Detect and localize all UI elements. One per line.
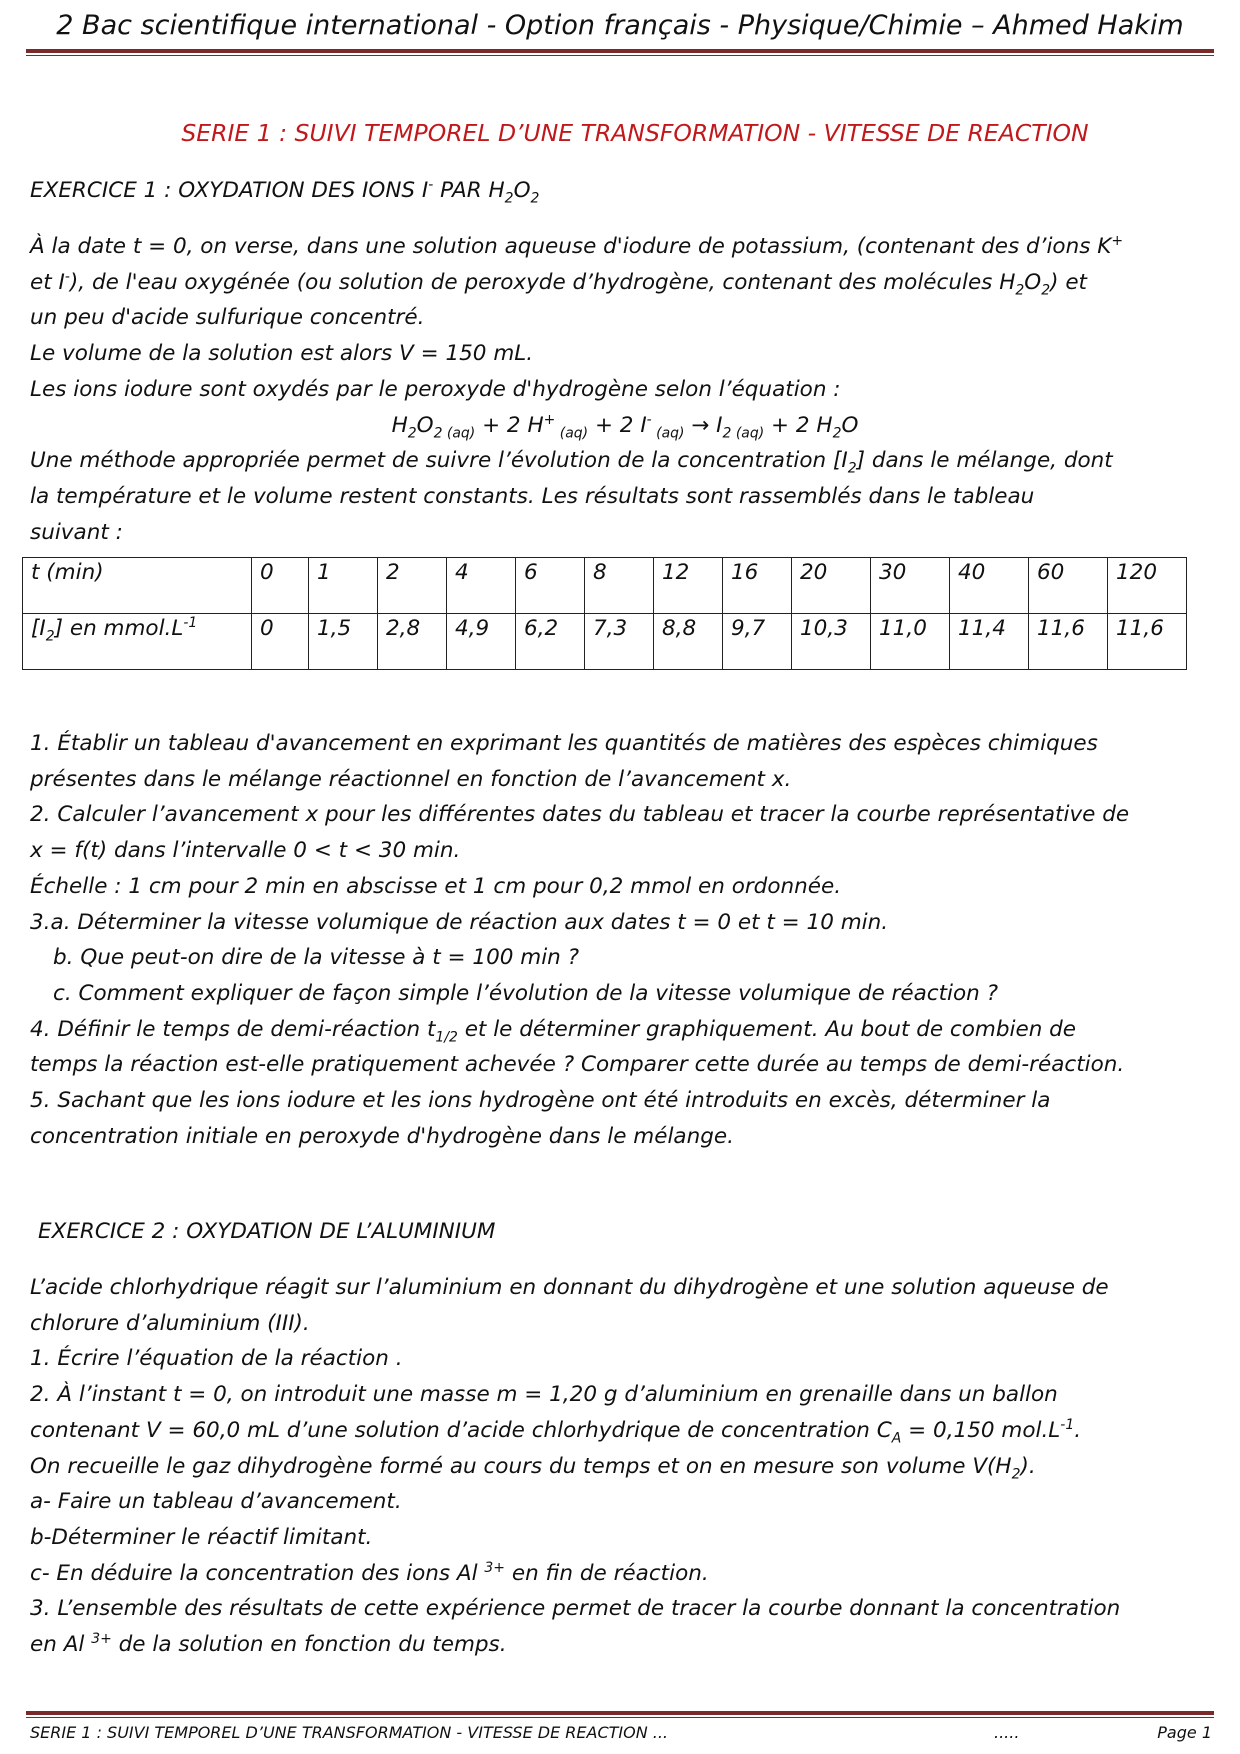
exercise2-line: en Al $^{3+}$ de la solution en fonction du temps. bbox=[30, 1630, 507, 1658]
exercise2-line: 2. À l’instant t = 0, on introduit une masse m = 1,20 g d’aluminium en grenaille dans un ballon bbox=[30, 1382, 1058, 1408]
question-line: b. Que peut-on dire de la vitesse à t = 100 min ? bbox=[53, 945, 580, 971]
table-row bbox=[23, 558, 1187, 614]
intro-line: un peu d'acide sulfurique concentré. bbox=[30, 305, 425, 331]
question-line: 1. Établir un tableau d'avancement en exprimant les quantités de matières des espèces chimiques bbox=[30, 731, 1098, 756]
table-cell: 120 bbox=[1108, 558, 1187, 614]
exercise2-line: a- Faire un tableau d’avancement. bbox=[30, 1489, 402, 1515]
question-line: présentes dans le mélange réactionnel en fonction de l’avancement x. bbox=[30, 766, 792, 792]
question-line: temps la réaction est-elle pratiquement achevée ? Comparer cette durée au temps de demi-réaction. bbox=[30, 1052, 1125, 1078]
intro-line: et I-), de l'eau oxygénée (ou solution de peroxyde d’hydrogène, contenant des molécules $H_2O_2$) et bbox=[30, 268, 1087, 298]
table-cell: 20 bbox=[792, 558, 871, 614]
table-cell: 11,6 bbox=[1108, 614, 1187, 670]
footer-series-title: SERIE 1 : SUIVI TEMPOREL D’UNE TRANSFORMATION - VITESSE DE REACTION ... bbox=[30, 1723, 669, 1742]
exercise2-line: 3. L’ensemble des résultats de cette expérience permet de tracer la courbe donnant la concentration bbox=[30, 1596, 1121, 1622]
table-cell: 2 bbox=[378, 558, 447, 614]
exercise1-intro bbox=[30, 229, 1220, 550]
intro-line: Le volume de la solution est alors V = 150 mL. bbox=[30, 341, 534, 367]
table-row bbox=[23, 614, 1187, 670]
question-line: 5. Sachant que les ions iodure et les ions hydrogène ont été introduits en excès, déterminer la bbox=[30, 1088, 1051, 1114]
exercise1-heading: EXERCICE 1 : OXYDATION DES IONS I- PAR $H_2O_2$ bbox=[30, 176, 540, 207]
footer-dots: ..... bbox=[994, 1723, 1020, 1742]
table-cell: 6,2 bbox=[516, 614, 585, 670]
intro-line: Les ions iodure sont oxydés par le peroxyde d'hydrogène selon l’équation : bbox=[30, 376, 841, 402]
exercise2-body bbox=[30, 1270, 1220, 1663]
header-rule bbox=[26, 49, 1214, 53]
series-title: SERIE 1 : SUIVI TEMPOREL D’UNE TRANSFORMATION - VITESSE DE REACTION bbox=[181, 119, 1089, 147]
table-cell: 11,6 bbox=[1029, 614, 1108, 670]
table-cell: 11,0 bbox=[871, 614, 950, 670]
table-cell: 10,3 bbox=[792, 614, 871, 670]
intro-line: la température et le volume restent constants. Les résultats sont rassemblés dans le tableau bbox=[30, 483, 1035, 509]
concentration-table bbox=[22, 557, 1187, 670]
question-line: c. Comment expliquer de façon simple l’évolution de la vitesse volumique de réaction ? bbox=[53, 980, 999, 1006]
table-cell: 60 bbox=[1029, 558, 1108, 614]
table-cell: $[I_2]$ en $mmol.L^{-1}$ bbox=[23, 614, 252, 670]
table-cell: 11,4 bbox=[950, 614, 1029, 670]
exercise2-heading: EXERCICE 2 : OXYDATION DE L’ALUMINIUM bbox=[38, 1219, 496, 1244]
table-cell: 9,7 bbox=[723, 614, 792, 670]
question-line: x = f(t) dans l’intervalle 0 < t < 30 min. bbox=[30, 838, 461, 864]
footer-rule-thin bbox=[26, 1717, 1214, 1718]
page-header: 2 Bac scientifique international - Option français - Physique/Chimie – Ahmed Hakim bbox=[56, 10, 1184, 41]
table-cell: 6 bbox=[516, 558, 585, 614]
table-cell: 0 bbox=[252, 558, 309, 614]
table-cell: 2,8 bbox=[378, 614, 447, 670]
exercise2-line: contenant V = 60,0 mL d’une solution d’acide chlorhydrique de concentration $C_A = 0,150$ $mol.L^{-1}$. bbox=[30, 1416, 1082, 1447]
reaction-equation: $H_2O_{2 (aq)} + 2$ H+ $_{(aq)}$ + 2 I- $_{(aq)} \to I_{2 (aq)} + 2$ $H_2O$ bbox=[391, 411, 859, 441]
table-cell: 16 bbox=[723, 558, 792, 614]
intro-line: Une méthode appropriée permet de suivre l’évolution de la concentration $[I_2]$ dans le mélange, dont bbox=[30, 448, 1113, 477]
page-number: Page 1 bbox=[1157, 1723, 1212, 1742]
question-line: 3.a. Déterminer la vitesse volumique de réaction aux dates t = 0 et t = 10 min. bbox=[30, 909, 889, 935]
intro-line: À la date t = 0, on verse, dans une solution aqueuse d'iodure de potassium, (contenant des d’ions K+ bbox=[30, 232, 1124, 259]
table-cell: 8,8 bbox=[654, 614, 723, 670]
table-cell: 40 bbox=[950, 558, 1029, 614]
exercise2-line: L’acide chlorhydrique réagit sur l’aluminium en donnant du dihydrogène et une solution aqueuse de bbox=[30, 1275, 1109, 1300]
header-rule-thin bbox=[26, 55, 1214, 56]
question-line: 4. Définir le temps de demi-réaction $t_{1/2}$ et le déterminer graphiquement. Au bout de combien de bbox=[30, 1016, 1077, 1045]
table-cell: 8 bbox=[585, 558, 654, 614]
exercise2-line: c- En déduire la concentration des ions Al $^{3+}$ en fin de réaction. bbox=[30, 1559, 709, 1586]
exercise2-line: On recueille le gaz dihydrogène formé au cours du temps et on en mesure son volume $V(H_2)$. bbox=[30, 1453, 1036, 1482]
question-line: Échelle : 1 cm pour 2 min en abscisse et 1 cm pour 0,2 mmol en ordonnée. bbox=[30, 873, 842, 899]
exercise2-line: 1. Écrire l’équation de la réaction . bbox=[30, 1346, 403, 1372]
exercise2-line: b-Déterminer le réactif limitant. bbox=[30, 1524, 373, 1550]
intro-line: suivant : bbox=[30, 519, 123, 545]
table-cell: 4,9 bbox=[447, 614, 516, 670]
table-cell: 1,5 bbox=[309, 614, 378, 670]
table-cell: 7,3 bbox=[585, 614, 654, 670]
table-cell: t (min) bbox=[23, 558, 252, 614]
exercise1-questions bbox=[30, 726, 1220, 1154]
table-cell: 0 bbox=[252, 614, 309, 670]
table-cell: 30 bbox=[871, 558, 950, 614]
question-line: 2. Calculer l’avancement x pour les différentes dates du tableau et tracer la courbe représentative de bbox=[30, 802, 1130, 828]
table-cell: 12 bbox=[654, 558, 723, 614]
table-cell: 4 bbox=[447, 558, 516, 614]
footer-rule bbox=[26, 1711, 1214, 1715]
question-line: concentration initiale en peroxyde d'hydrogène dans le mélange. bbox=[30, 1123, 734, 1149]
table-cell: 1 bbox=[309, 558, 378, 614]
exercise2-line: chlorure d’aluminium (III). bbox=[30, 1310, 310, 1336]
